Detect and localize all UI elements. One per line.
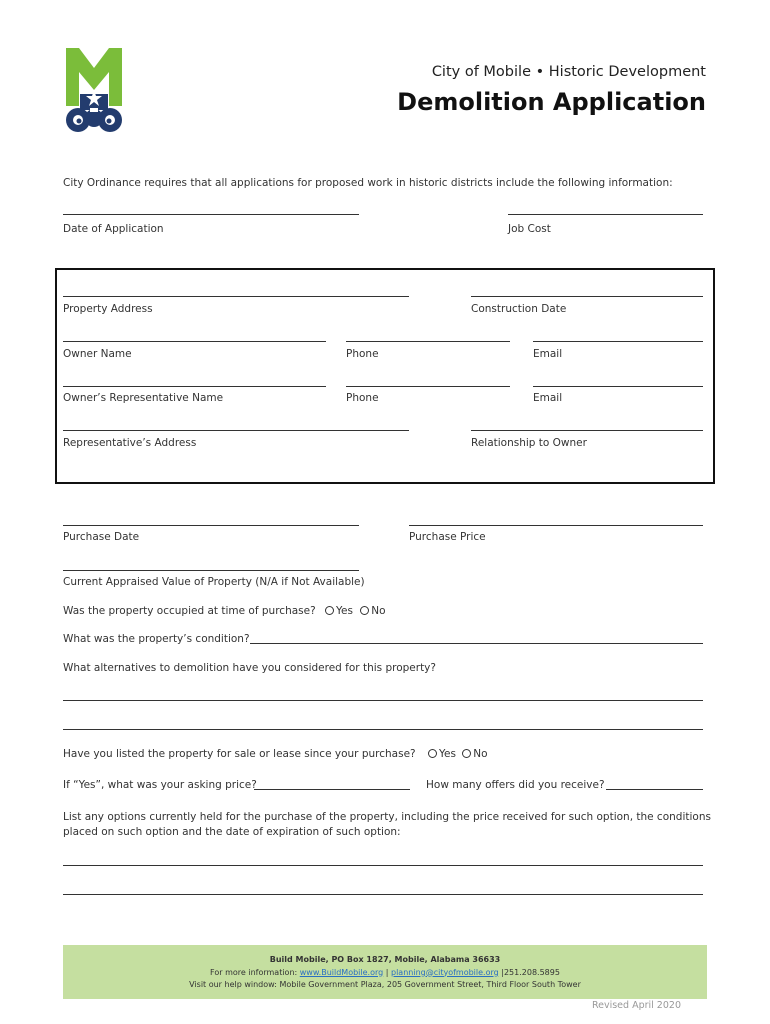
- footer-website-link[interactable]: www.BuildMobile.org: [299, 967, 384, 977]
- footer-more-info: [63, 967, 707, 980]
- date-of-application-field[interactable]: [63, 214, 359, 215]
- relationship-to-owner-label: Relationship to Owner: [471, 437, 587, 449]
- revised-date: Revised April 2020: [591, 1000, 681, 1011]
- listed-no-label: No: [473, 748, 488, 760]
- owner-name-field[interactable]: [63, 341, 326, 342]
- condition-question: What was the property’s condition?: [63, 633, 250, 645]
- options-question-line-2: placed on such option and the date of expiration of such option:: [63, 826, 401, 838]
- city-of-mobile-logo: [62, 44, 126, 136]
- footer-help-window: Visit our help window: Mobile Government Plaza, 205 Government Street, Third Floor South Tower: [189, 980, 581, 989]
- footer-address: Build Mobile, PO Box 1827, Mobile, Alabama 36633: [269, 955, 501, 964]
- options-line-2[interactable]: [63, 894, 703, 895]
- asking-price-question: If “Yes”, what was your asking price?: [63, 779, 257, 791]
- purchase-price-label: Purchase Price: [409, 531, 486, 543]
- occupied-question: [63, 605, 386, 617]
- owner-name-label: Owner Name: [63, 348, 132, 360]
- owner-phone-label: Phone: [346, 348, 379, 360]
- reps-address-field[interactable]: [63, 430, 409, 431]
- footer-separator: |: [385, 967, 389, 977]
- listed-options: [428, 748, 488, 760]
- alternatives-line-2[interactable]: [63, 729, 703, 730]
- asking-price-field[interactable]: [254, 789, 410, 790]
- footer-phone: |251.208.5895: [501, 967, 560, 977]
- occupied-no-radio[interactable]: [360, 606, 369, 615]
- reps-address-label: Representative’s Address: [63, 437, 197, 449]
- job-cost-field[interactable]: [508, 214, 703, 215]
- condition-field[interactable]: [250, 643, 703, 644]
- options-line-1[interactable]: [63, 865, 703, 866]
- property-owner-box: [55, 268, 715, 484]
- alternatives-line-1[interactable]: [63, 700, 703, 701]
- footer-email-link[interactable]: planning@cityofmobile.org: [391, 967, 499, 977]
- rep-email-label: Email: [533, 392, 563, 404]
- owner-email-label: Email: [533, 348, 563, 360]
- property-address-label: Property Address: [63, 303, 153, 315]
- job-cost-label: Job Cost: [508, 223, 551, 235]
- intro-text: City Ordinance requires that all applications for proposed work in historic districts include the following information:: [63, 177, 673, 189]
- footer-contact-box: [63, 945, 707, 999]
- rep-phone-label: Phone: [346, 392, 379, 404]
- purchase-date-field[interactable]: [63, 525, 359, 526]
- listed-no-radio[interactable]: [462, 749, 471, 758]
- relationship-to-owner-field[interactable]: [471, 430, 703, 431]
- offers-field[interactable]: [606, 789, 703, 790]
- construction-date-field[interactable]: [471, 296, 703, 297]
- rep-email-field[interactable]: [533, 386, 703, 387]
- purchase-price-field[interactable]: [409, 525, 703, 526]
- appraised-value-label: Current Appraised Value of Property (N/A if Not Available): [63, 576, 365, 588]
- occupied-no-label: No: [371, 605, 386, 617]
- listed-question: Have you listed the property for sale or lease since your purchase?: [63, 748, 416, 760]
- appraised-value-field[interactable]: [63, 570, 359, 571]
- owners-rep-name-label: Owner’s Representative Name: [63, 392, 224, 404]
- options-question-line-1: List any options currently held for the purchase of the property, including the price received for such option, the conditions: [63, 811, 711, 823]
- owner-email-field[interactable]: [533, 341, 703, 342]
- purchase-date-label: Purchase Date: [63, 531, 140, 543]
- occupied-yes-radio[interactable]: [325, 606, 334, 615]
- construction-date-label: Construction Date: [471, 303, 567, 315]
- rep-phone-field[interactable]: [346, 386, 510, 387]
- listed-yes-radio[interactable]: [428, 749, 437, 758]
- listed-yes-label: Yes: [439, 748, 456, 760]
- occupied-question-text: Was the property occupied at time of purchase?: [63, 605, 316, 617]
- offers-question: How many offers did you receive?: [426, 779, 605, 791]
- occupied-yes-label: Yes: [336, 605, 353, 617]
- property-address-field[interactable]: [63, 296, 409, 297]
- owner-phone-field[interactable]: [346, 341, 510, 342]
- owners-rep-name-field[interactable]: [63, 386, 326, 387]
- org-header: City of Mobile • Historic Development: [431, 64, 706, 80]
- footer-more-info-label: For more information:: [210, 967, 298, 977]
- alternatives-question: What alternatives to demolition have you considered for this property?: [63, 662, 436, 674]
- date-of-application-label: Date of Application: [63, 223, 164, 235]
- page-title: Demolition Application: [397, 88, 706, 116]
